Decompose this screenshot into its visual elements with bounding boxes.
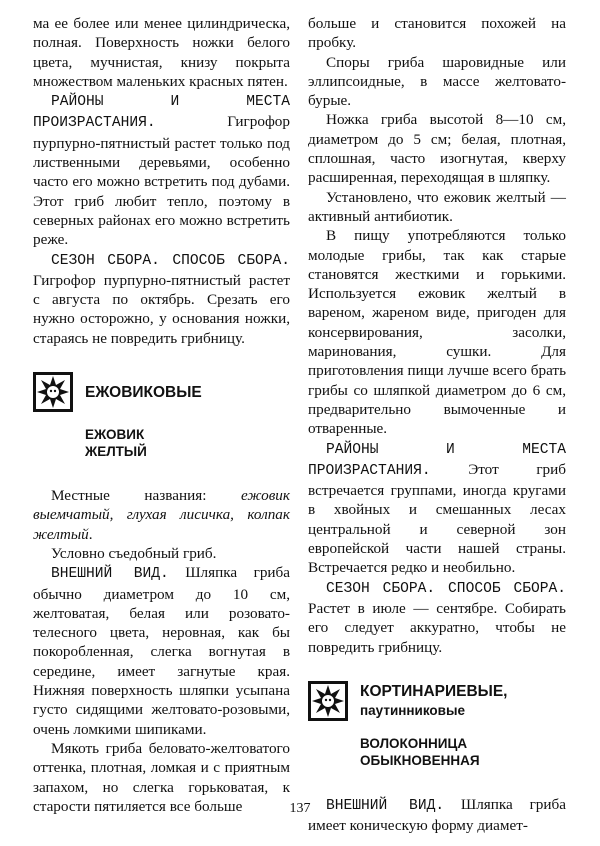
paragraph (308, 578, 566, 657)
sun-emblem-icon (308, 681, 348, 721)
section-header (308, 681, 566, 721)
right-column (308, 14, 566, 835)
page-number: 137 (289, 801, 311, 816)
paragraph: ма ее более или менее цилиндрическа, полная. Поверхность ножки белого цвета, мучнистая, книзу покрыта множеством маленьких красных пятен. (33, 15, 290, 90)
paragraph-text: . (88, 525, 93, 543)
paragraph: больше и становится похожей на пробку. (308, 15, 566, 52)
paragraph (33, 563, 290, 739)
section-title: КОРТИНАРИЕВЫЕ, (360, 682, 508, 700)
paragraph: Мякоть гриба беловато-желтоватого оттенка, плотная, ломкая и с приятным запахом, но слегка горьковатая, к старости пятиляется все больше (33, 739, 290, 815)
paragraph (33, 250, 290, 348)
paragraph: Установлено, что ежовик желтый — активный антибиотик. (308, 188, 566, 225)
paragraph-heading: ВНЕШНИЙ ВИД. (326, 797, 445, 814)
section-title-block (360, 682, 507, 720)
paragraph: В пищу употребляются только молодые грибы, так как старые становятся жесткими и горькими. Используется ежовик желтый в вареном, жареном виде, пригоден для консервирования, засолки, маринования, сушки. Для приготовления пищи лучше всего брать грибы со шляпкой диаметром до 6 см, предварительно вымоченные и отваренные. (308, 227, 566, 438)
paragraph-heading: РАЙОНЫ И МЕСТА ПРОИЗРАСТАНИЯ. (308, 441, 566, 479)
paragraph-text: Гигрофор пурпурно-пятнистый растет только под лиственными деревьями, особенно часто его можно встретить под дубами. Этот гриб любит тепло, поэтому в северных районах его можно встретить реже. (33, 113, 290, 249)
paragraph-text: Шляпка гриба обычно диаметром до 10 см, желтоватая, белая или розовато-телесного цвета, неровная, как бы покоробленная, слегка вогнутая в середине, имеет загнутые края. Нижняя поверхность шляпки усыпана густо сидящими желтовато-розовыми, очень ломкими шипиками. (33, 564, 291, 738)
paragraph-heading: СЕЗОН СБОРА. СПОСОБ СБОРА. (326, 580, 566, 597)
paragraph-heading: СЕЗОН СБОРА. СПОСОБ СБОРА. (51, 252, 290, 269)
sun-emblem-icon (33, 372, 73, 412)
species-name-line: ВОЛОКОННИЦА (360, 735, 468, 751)
paragraph: Ножка гриба высотой 8—10 см, диаметром до 5 см; белая, плотная, сплошная, часто изогнутая, кверху расширенная, переходящая в шляпку. (308, 111, 566, 187)
paragraph-text: Растет в июле — сентябре. Собирать его следует аккуратно, чтобы не повредить грибницу. (308, 599, 566, 656)
paragraph-text: Гигрофор пурпурно-пятнистый растет с августа по октябрь. Срезать его нужно осторожно, у основания ножки, стараясь не повредить грибницу. (33, 271, 290, 347)
paragraph-text: Этот гриб встречается группами, иногда кругами в хвойных и смешанных лесах центральной и северной зон европейской части нашей страны. Встречается редко и необильно. (308, 460, 566, 577)
paragraph-text: Шляпка гриба имеет коническую форму диамет- (308, 795, 566, 835)
species-title (85, 426, 290, 460)
species-name-line: ЖЕЛТЫЙ (85, 444, 147, 460)
section-subtitle: паутинниковые (360, 702, 466, 718)
species-title (360, 735, 566, 769)
paragraph (308, 439, 566, 578)
paragraph: Споры гриба шаровидные или эллипсоидные, в массе желтовато-бурые. (308, 53, 566, 110)
section-title: ЕЖОВИКОВЫЕ (85, 383, 202, 401)
species-name-line: ОБЫКНОВЕННАЯ (360, 752, 480, 768)
paragraph-heading: ВНЕШНИЙ ВИД. (51, 566, 169, 583)
local-names: ежовик выемчатый, глухая лисичка, колпак желтый (33, 487, 290, 543)
paragraph (33, 486, 290, 544)
paragraph-heading: РАЙОНЫ И МЕСТА ПРОИЗРАСТАНИЯ. (33, 94, 290, 132)
section-header (33, 372, 290, 412)
paragraph: Условно съедобный гриб. (51, 544, 217, 562)
species-name-line: ЕЖОВИК (85, 427, 145, 443)
paragraph (33, 91, 290, 249)
left-column (33, 14, 290, 816)
paragraph-text: Местные названия: (51, 487, 241, 505)
